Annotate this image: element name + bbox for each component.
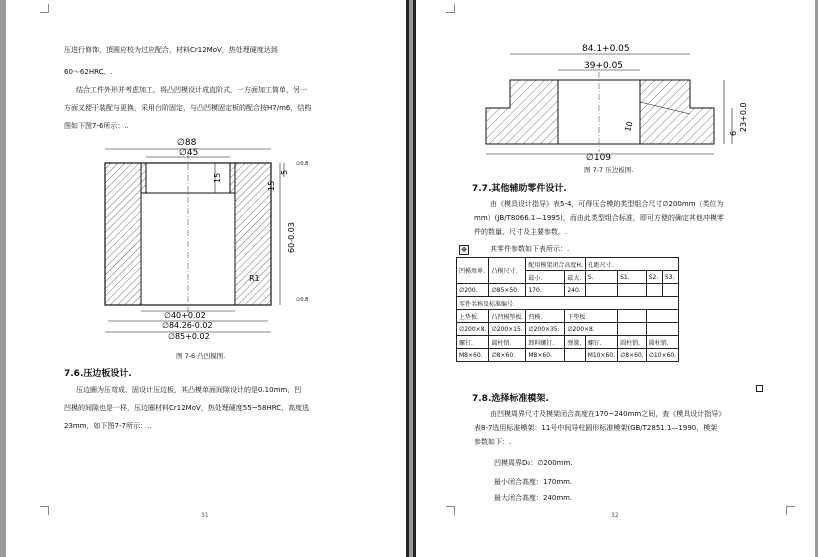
figure-caption: 图 7-7 压边板图. xyxy=(584,166,634,174)
table-cell: 凸模尺寸. xyxy=(489,258,526,284)
table-cell xyxy=(662,284,678,297)
table-cell: M8×60. xyxy=(526,349,565,362)
table-cell: S. xyxy=(585,271,617,284)
dim-label: ∅84.26-0.02 xyxy=(162,321,213,330)
dim-label: ∅88 xyxy=(177,138,197,148)
page-corner-mark xyxy=(446,4,455,13)
parameter-line: 最大闭合高度：240mm. xyxy=(494,494,573,502)
table-cell: ∅8×60. xyxy=(618,349,647,362)
body-text-line: 方面又便于装配与更换，采用台阶固定，与凸凹模固定板的配合按H7/m6，结构 xyxy=(64,104,312,112)
body-text-line: 凹模的间隙也是一样，压边圈材料Cr12MoV，热处理硬度55~58HRC，高度选 xyxy=(64,404,310,412)
body-text-line: 压边圈为压弯成、固设计压边板，其凸模单面间隙设计的是0.10mm，凹 xyxy=(76,386,302,394)
page-number: 31 xyxy=(201,512,209,519)
body-text-line: 结合工件外形并考虑加工，将凸凹模设计成直阶式，一方面加工简单，另一 xyxy=(76,86,307,94)
section-heading: 7.8.选择标准模架. xyxy=(472,394,549,404)
table-cell: 凹模. xyxy=(526,310,565,323)
table-cell xyxy=(646,323,678,336)
table-cell xyxy=(646,310,678,323)
dim-label: 60-0.03 xyxy=(287,222,296,253)
body-text-line: 表8-7选用标准模架：11号中间导柱圆形标准模架(GB/T2851.1—1990，模架 xyxy=(474,424,718,432)
table-row xyxy=(457,310,679,323)
body-text-line: 压进行修饰，頂圆应校为过应配合，材料Cr12MoV，热处理硬度达到 xyxy=(64,46,278,54)
dim-label: 10 xyxy=(623,120,635,133)
body-text-line: 由凹模周界尺寸及模架闭合高度在170~240mm之间，查《模具设计指导》 xyxy=(490,410,726,418)
dim-label: 15 xyxy=(267,180,276,191)
dim-label: 23+0.0 xyxy=(739,102,748,132)
table-move-handle[interactable]: ✥ xyxy=(459,245,469,255)
body-text-line: 参数如下：. xyxy=(474,438,512,446)
dim-label: 15 xyxy=(213,172,222,183)
table-row xyxy=(457,323,679,336)
roughness-symbol: ∅0.8 xyxy=(296,297,309,303)
table-row xyxy=(457,349,679,362)
table-cell xyxy=(585,284,617,297)
table-cell: S3. xyxy=(662,271,678,284)
table-cell: 螺钉. xyxy=(457,336,489,349)
document-page-right xyxy=(413,0,815,557)
parameter-line: 凹模周界D₀：∅200mm. xyxy=(494,459,573,467)
table-cell: ∅200×15. xyxy=(489,323,526,336)
page-corner-mark xyxy=(40,506,49,515)
page-number: 32 xyxy=(611,512,619,519)
dim-label: 84.1+0.05 xyxy=(582,44,630,54)
table-cell: 凸凹模垫板. xyxy=(489,310,526,323)
table-cell xyxy=(618,284,647,297)
table-cell: 最大. xyxy=(565,271,585,284)
table-cell: 卸料螺钉. xyxy=(526,336,565,349)
table-cell: 凹模周界. xyxy=(457,258,489,284)
page-corner-mark xyxy=(786,506,795,515)
table-row xyxy=(457,258,679,271)
table-row xyxy=(457,284,679,297)
pressure-plate-drawing xyxy=(474,40,774,162)
body-text-line: 23mm，如下图7-7所示：.. xyxy=(64,422,152,430)
dim-label: 5 xyxy=(280,169,289,175)
table-cell: 最小. xyxy=(526,271,565,284)
dim-label: ∅85+0.02 xyxy=(168,332,210,341)
table-cell xyxy=(646,284,662,297)
table-cell xyxy=(618,323,647,336)
punch-die-drawing xyxy=(84,133,344,343)
dim-label: ∅109 xyxy=(586,153,612,162)
table-cell xyxy=(618,310,647,323)
table-cell: 圆柱销. xyxy=(618,336,647,349)
dim-label: 6 xyxy=(729,130,738,136)
parameter-line: 最小闭合高度：170mm. xyxy=(494,478,573,486)
table-cell: ∅200. xyxy=(457,284,489,297)
table-cell: ∅85×50. xyxy=(489,284,526,297)
table-cell: 孔距尺寸. xyxy=(585,258,678,271)
body-text-line: 由《模具设计指导》表5-4，可得压合模的类型组合尺寸∅200mm（类位为 xyxy=(490,200,724,208)
table-cell: S1. xyxy=(618,271,647,284)
table-row xyxy=(457,297,679,310)
dim-label: ∅40+0.02 xyxy=(164,311,206,320)
table-cell: 圆柱销. xyxy=(489,336,526,349)
table-cell: ∅8×60. xyxy=(489,349,526,362)
body-text-line: 图如下图7-6所示：.. xyxy=(64,122,129,130)
dim-label: 39+0.05 xyxy=(584,61,624,71)
table-cell xyxy=(565,349,585,362)
parts-table xyxy=(456,257,679,362)
table-cell: 圆柱销. xyxy=(646,336,678,349)
table-cell: S2. xyxy=(646,271,662,284)
table-cell: M10×60. xyxy=(585,349,617,362)
table-cell: 配用模架闭合高度H. xyxy=(526,258,585,271)
table-cell: ∅200×35. xyxy=(526,323,565,336)
table-cell: 下垫板. xyxy=(565,310,618,323)
table-cell: 240. xyxy=(565,284,585,297)
page-corner-mark xyxy=(40,4,49,13)
page-corner-mark xyxy=(446,506,455,515)
figure-caption: 图 7-6 凸凹模图. xyxy=(176,352,226,360)
table-cell: 上垫板. xyxy=(457,310,489,323)
body-text-line: 其零件参数如下表所示：. xyxy=(490,245,570,253)
body-text-line: 件的数量、尺寸及主要参数。. xyxy=(474,228,568,236)
section-heading: 7.7.其他辅助零件设计. xyxy=(472,184,567,194)
table-row xyxy=(457,336,679,349)
table-cell: 螺钉. xyxy=(585,336,617,349)
section-heading: 7.6.压边板设计. xyxy=(64,369,132,379)
document-page-left xyxy=(6,0,409,557)
table-cell: ∅200×8. xyxy=(457,323,489,336)
roughness-symbol: ∅0.8 xyxy=(296,161,309,167)
table-cell: ∅10×60. xyxy=(646,349,678,362)
dim-label: ∅45 xyxy=(179,148,199,158)
table-resize-handle[interactable] xyxy=(756,385,763,392)
body-text-line: 60～62HRC。. xyxy=(64,68,113,76)
table-cell: 弹簧. xyxy=(565,336,585,349)
table-cell: 零件名称及标准编号. xyxy=(457,297,679,310)
body-text-line: mm）(JB/T8066.1—1995)，而由此类型组合标准，即可方便的确定其他冲模零 xyxy=(474,214,724,222)
table-cell: M8×60. xyxy=(457,349,489,362)
dim-label: R1 xyxy=(249,274,260,283)
table-cell: ∅200×8. xyxy=(565,323,618,336)
table-cell: 170. xyxy=(526,284,565,297)
